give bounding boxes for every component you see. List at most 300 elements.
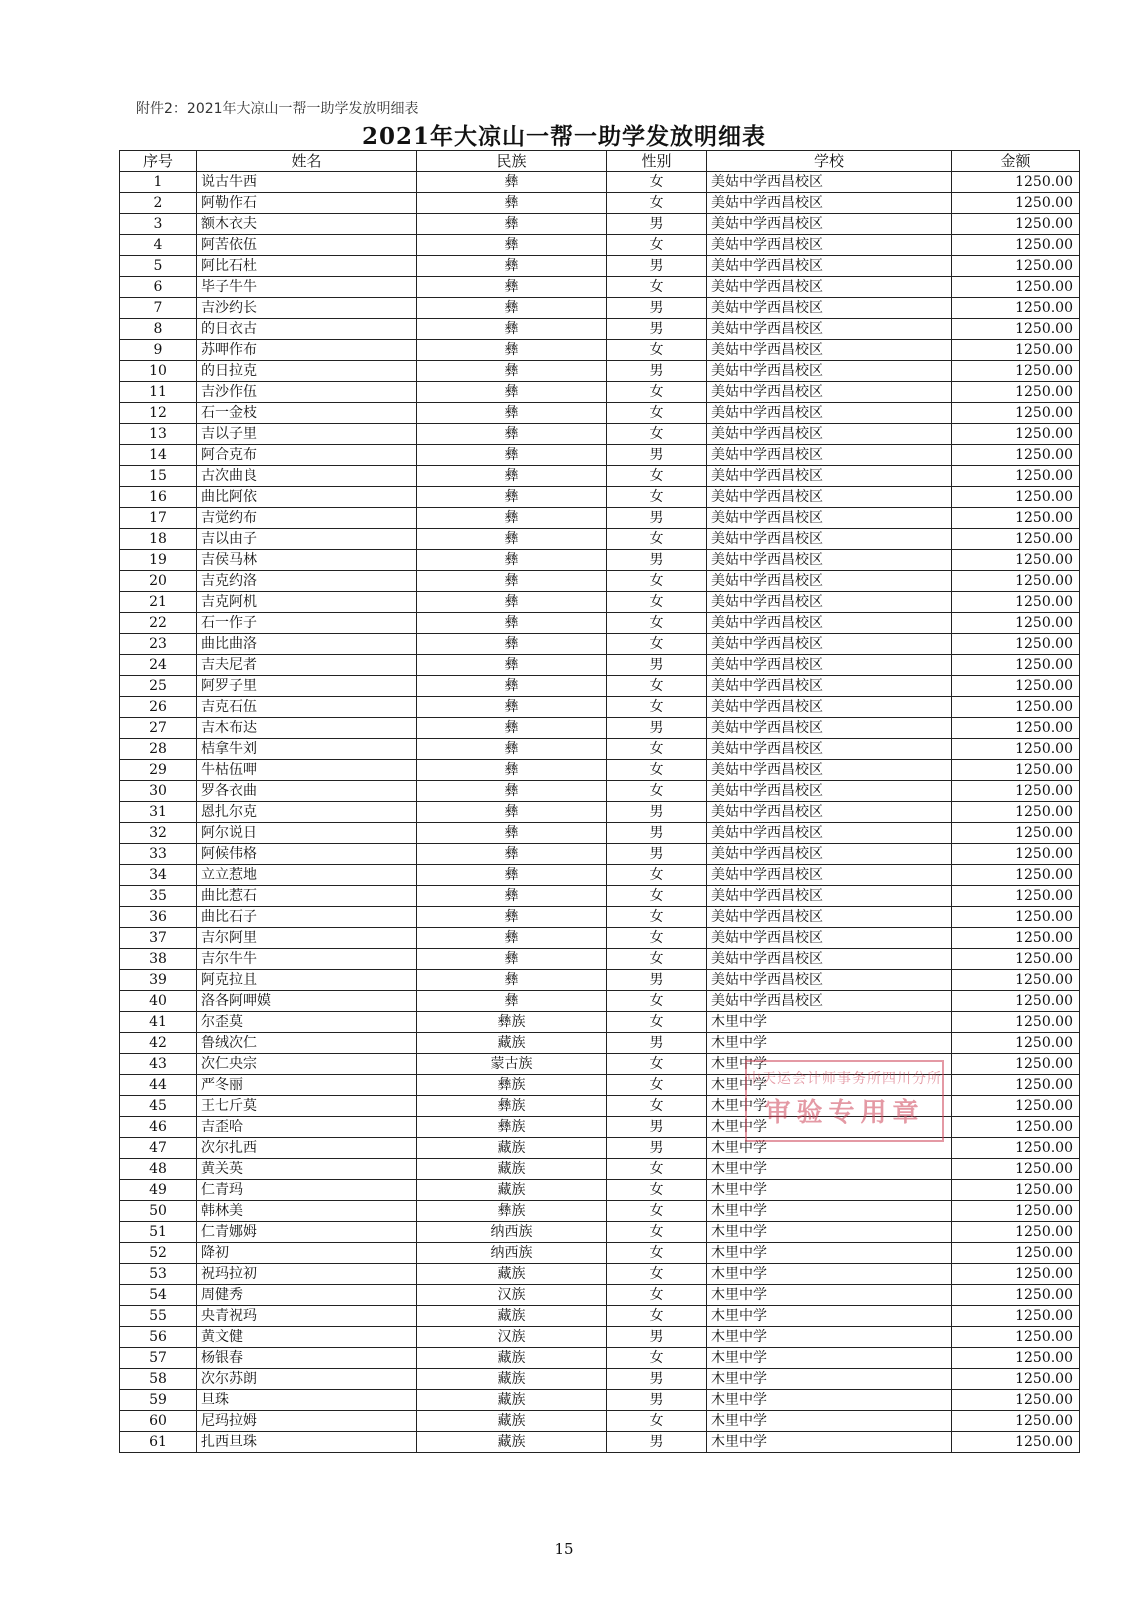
cell-amount: 1250.00 bbox=[952, 256, 1080, 277]
cell-amount: 1250.00 bbox=[952, 928, 1080, 949]
header-ethnicity: 民族 bbox=[417, 151, 607, 172]
cell-school: 木里中学 bbox=[707, 1075, 952, 1096]
cell-amount: 1250.00 bbox=[952, 655, 1080, 676]
cell-name: 吉沙约长 bbox=[197, 298, 417, 319]
cell-gender: 女 bbox=[607, 487, 707, 508]
cell-gender: 女 bbox=[607, 592, 707, 613]
cell-name: 恩扎尔克 bbox=[197, 802, 417, 823]
cell-school: 木里中学 bbox=[707, 1201, 952, 1222]
cell-school: 木里中学 bbox=[707, 1432, 952, 1453]
cell-seq: 50 bbox=[120, 1201, 197, 1222]
cell-ethnicity: 彝 bbox=[417, 697, 607, 718]
cell-school: 美姑中学西昌校区 bbox=[707, 319, 952, 340]
cell-school: 木里中学 bbox=[707, 1285, 952, 1306]
cell-school: 木里中学 bbox=[707, 1348, 952, 1369]
cell-gender: 女 bbox=[607, 760, 707, 781]
cell-gender: 男 bbox=[607, 1138, 707, 1159]
cell-seq: 46 bbox=[120, 1117, 197, 1138]
cell-name: 阿苦依伍 bbox=[197, 235, 417, 256]
cell-ethnicity: 彝族 bbox=[417, 1012, 607, 1033]
table-row bbox=[120, 361, 1080, 382]
cell-seq: 21 bbox=[120, 592, 197, 613]
cell-name: 吉觉约布 bbox=[197, 508, 417, 529]
cell-school: 美姑中学西昌校区 bbox=[707, 487, 952, 508]
cell-ethnicity: 彝 bbox=[417, 361, 607, 382]
cell-gender: 女 bbox=[607, 529, 707, 550]
cell-ethnicity: 彝 bbox=[417, 571, 607, 592]
cell-seq: 30 bbox=[120, 781, 197, 802]
cell-ethnicity: 彝 bbox=[417, 214, 607, 235]
table-row bbox=[120, 1327, 1080, 1348]
cell-name: 阿比石杜 bbox=[197, 256, 417, 277]
cell-amount: 1250.00 bbox=[952, 1054, 1080, 1075]
cell-amount: 1250.00 bbox=[952, 340, 1080, 361]
cell-school: 木里中学 bbox=[707, 1369, 952, 1390]
cell-gender: 女 bbox=[607, 676, 707, 697]
cell-amount: 1250.00 bbox=[952, 970, 1080, 991]
cell-name: 苏呷作布 bbox=[197, 340, 417, 361]
table-row bbox=[120, 781, 1080, 802]
cell-school: 美姑中学西昌校区 bbox=[707, 445, 952, 466]
cell-name: 旦珠 bbox=[197, 1390, 417, 1411]
cell-gender: 女 bbox=[607, 1096, 707, 1117]
cell-amount: 1250.00 bbox=[952, 1222, 1080, 1243]
cell-ethnicity: 藏族 bbox=[417, 1264, 607, 1285]
cell-seq: 36 bbox=[120, 907, 197, 928]
cell-seq: 44 bbox=[120, 1075, 197, 1096]
cell-amount: 1250.00 bbox=[952, 382, 1080, 403]
cell-school: 美姑中学西昌校区 bbox=[707, 655, 952, 676]
cell-school: 美姑中学西昌校区 bbox=[707, 949, 952, 970]
cell-gender: 女 bbox=[607, 1285, 707, 1306]
cell-school: 美姑中学西昌校区 bbox=[707, 235, 952, 256]
cell-amount: 1250.00 bbox=[952, 949, 1080, 970]
table-row bbox=[120, 340, 1080, 361]
cell-ethnicity: 彝 bbox=[417, 424, 607, 445]
table-row bbox=[120, 718, 1080, 739]
header-seq: 序号 bbox=[120, 151, 197, 172]
table-row bbox=[120, 172, 1080, 193]
cell-ethnicity: 彝 bbox=[417, 613, 607, 634]
table-row bbox=[120, 1369, 1080, 1390]
cell-name: 仁青玛 bbox=[197, 1180, 417, 1201]
table-row bbox=[120, 550, 1080, 571]
cell-gender: 女 bbox=[607, 1180, 707, 1201]
cell-amount: 1250.00 bbox=[952, 1285, 1080, 1306]
cell-gender: 女 bbox=[607, 172, 707, 193]
cell-school: 木里中学 bbox=[707, 1138, 952, 1159]
table-row bbox=[120, 1285, 1080, 1306]
cell-gender: 女 bbox=[607, 1054, 707, 1075]
cell-name: 杨银春 bbox=[197, 1348, 417, 1369]
cell-amount: 1250.00 bbox=[952, 1138, 1080, 1159]
cell-amount: 1250.00 bbox=[952, 1012, 1080, 1033]
cell-seq: 6 bbox=[120, 277, 197, 298]
cell-ethnicity: 纳西族 bbox=[417, 1243, 607, 1264]
table-row bbox=[120, 466, 1080, 487]
cell-gender: 女 bbox=[607, 865, 707, 886]
table-row bbox=[120, 529, 1080, 550]
cell-name: 祝玛拉初 bbox=[197, 1264, 417, 1285]
cell-seq: 41 bbox=[120, 1012, 197, 1033]
cell-amount: 1250.00 bbox=[952, 1390, 1080, 1411]
cell-amount: 1250.00 bbox=[952, 529, 1080, 550]
table-row bbox=[120, 592, 1080, 613]
cell-school: 木里中学 bbox=[707, 1033, 952, 1054]
table-row bbox=[120, 823, 1080, 844]
cell-school: 美姑中学西昌校区 bbox=[707, 697, 952, 718]
cell-amount: 1250.00 bbox=[952, 550, 1080, 571]
cell-amount: 1250.00 bbox=[952, 1033, 1080, 1054]
cell-gender: 男 bbox=[607, 655, 707, 676]
cell-name: 扎西旦珠 bbox=[197, 1432, 417, 1453]
cell-seq: 53 bbox=[120, 1264, 197, 1285]
cell-seq: 42 bbox=[120, 1033, 197, 1054]
cell-ethnicity: 彝 bbox=[417, 865, 607, 886]
table-row bbox=[120, 1012, 1080, 1033]
cell-name: 王七斤莫 bbox=[197, 1096, 417, 1117]
cell-school: 美姑中学西昌校区 bbox=[707, 340, 952, 361]
cell-school: 美姑中学西昌校区 bbox=[707, 613, 952, 634]
cell-school: 美姑中学西昌校区 bbox=[707, 403, 952, 424]
cell-name: 黄文健 bbox=[197, 1327, 417, 1348]
cell-school: 木里中学 bbox=[707, 1327, 952, 1348]
cell-amount: 1250.00 bbox=[952, 844, 1080, 865]
cell-school: 木里中学 bbox=[707, 1264, 952, 1285]
cell-name: 的日拉克 bbox=[197, 361, 417, 382]
cell-seq: 43 bbox=[120, 1054, 197, 1075]
cell-gender: 女 bbox=[607, 928, 707, 949]
table-row bbox=[120, 235, 1080, 256]
cell-gender: 男 bbox=[607, 214, 707, 235]
cell-name: 吉尔阿里 bbox=[197, 928, 417, 949]
cell-ethnicity: 彝 bbox=[417, 781, 607, 802]
table-row bbox=[120, 1159, 1080, 1180]
cell-gender: 女 bbox=[607, 424, 707, 445]
cell-gender: 女 bbox=[607, 634, 707, 655]
cell-name: 阿克拉且 bbox=[197, 970, 417, 991]
cell-school: 木里中学 bbox=[707, 1180, 952, 1201]
cell-name: 吉侯马林 bbox=[197, 550, 417, 571]
cell-gender: 女 bbox=[607, 1075, 707, 1096]
table-row bbox=[120, 214, 1080, 235]
cell-amount: 1250.00 bbox=[952, 781, 1080, 802]
table-row bbox=[120, 403, 1080, 424]
cell-school: 美姑中学西昌校区 bbox=[707, 970, 952, 991]
cell-amount: 1250.00 bbox=[952, 508, 1080, 529]
cell-name: 尔歪莫 bbox=[197, 1012, 417, 1033]
cell-name: 严冬丽 bbox=[197, 1075, 417, 1096]
cell-amount: 1250.00 bbox=[952, 445, 1080, 466]
cell-school: 美姑中学西昌校区 bbox=[707, 823, 952, 844]
cell-seq: 61 bbox=[120, 1432, 197, 1453]
cell-ethnicity: 彝 bbox=[417, 277, 607, 298]
cell-seq: 22 bbox=[120, 613, 197, 634]
cell-amount: 1250.00 bbox=[952, 361, 1080, 382]
cell-gender: 男 bbox=[607, 319, 707, 340]
table-row bbox=[120, 1306, 1080, 1327]
cell-name: 吉克阿机 bbox=[197, 592, 417, 613]
cell-gender: 女 bbox=[607, 697, 707, 718]
table-row bbox=[120, 382, 1080, 403]
cell-amount: 1250.00 bbox=[952, 1159, 1080, 1180]
cell-seq: 55 bbox=[120, 1306, 197, 1327]
cell-seq: 18 bbox=[120, 529, 197, 550]
cell-name: 说古牛西 bbox=[197, 172, 417, 193]
cell-name: 牛枯伍呷 bbox=[197, 760, 417, 781]
cell-ethnicity: 藏族 bbox=[417, 1138, 607, 1159]
cell-name: 桔拿牛刘 bbox=[197, 739, 417, 760]
cell-gender: 女 bbox=[607, 781, 707, 802]
cell-ethnicity: 汉族 bbox=[417, 1327, 607, 1348]
cell-ethnicity: 彝 bbox=[417, 928, 607, 949]
cell-ethnicity: 彝族 bbox=[417, 1075, 607, 1096]
cell-name: 罗各衣曲 bbox=[197, 781, 417, 802]
cell-ethnicity: 彝 bbox=[417, 718, 607, 739]
cell-ethnicity: 彝 bbox=[417, 466, 607, 487]
cell-ethnicity: 汉族 bbox=[417, 1285, 607, 1306]
cell-ethnicity: 彝 bbox=[417, 655, 607, 676]
cell-gender: 男 bbox=[607, 970, 707, 991]
cell-seq: 11 bbox=[120, 382, 197, 403]
cell-amount: 1250.00 bbox=[952, 1201, 1080, 1222]
table-row bbox=[120, 193, 1080, 214]
cell-ethnicity: 彝 bbox=[417, 949, 607, 970]
cell-seq: 59 bbox=[120, 1390, 197, 1411]
stamp-purpose-text: 审验专用章 bbox=[764, 1098, 925, 1128]
cell-amount: 1250.00 bbox=[952, 1432, 1080, 1453]
table-row bbox=[120, 1033, 1080, 1054]
table-row bbox=[120, 1180, 1080, 1201]
cell-seq: 32 bbox=[120, 823, 197, 844]
cell-name: 吉以由子 bbox=[197, 529, 417, 550]
cell-school: 美姑中学西昌校区 bbox=[707, 256, 952, 277]
cell-gender: 男 bbox=[607, 802, 707, 823]
cell-seq: 17 bbox=[120, 508, 197, 529]
table-row bbox=[120, 886, 1080, 907]
cell-amount: 1250.00 bbox=[952, 1369, 1080, 1390]
cell-seq: 60 bbox=[120, 1411, 197, 1432]
cell-gender: 女 bbox=[607, 1159, 707, 1180]
cell-gender: 女 bbox=[607, 1243, 707, 1264]
cell-name: 仁青娜姆 bbox=[197, 1222, 417, 1243]
table-row bbox=[120, 1243, 1080, 1264]
cell-school: 美姑中学西昌校区 bbox=[707, 550, 952, 571]
cell-ethnicity: 彝 bbox=[417, 676, 607, 697]
table-row bbox=[120, 949, 1080, 970]
table-row bbox=[120, 613, 1080, 634]
cell-gender: 女 bbox=[607, 1264, 707, 1285]
cell-school: 美姑中学西昌校区 bbox=[707, 907, 952, 928]
cell-amount: 1250.00 bbox=[952, 466, 1080, 487]
table-row bbox=[120, 676, 1080, 697]
cell-seq: 25 bbox=[120, 676, 197, 697]
cell-name: 次尔扎西 bbox=[197, 1138, 417, 1159]
cell-ethnicity: 藏族 bbox=[417, 1411, 607, 1432]
cell-school: 美姑中学西昌校区 bbox=[707, 172, 952, 193]
cell-name: 立立惹地 bbox=[197, 865, 417, 886]
document-title: 2021年大凉山一帮一助学发放明细表 bbox=[361, 123, 766, 150]
cell-name: 曲比石子 bbox=[197, 907, 417, 928]
cell-ethnicity: 彝 bbox=[417, 550, 607, 571]
cell-name: 周健秀 bbox=[197, 1285, 417, 1306]
cell-school: 美姑中学西昌校区 bbox=[707, 298, 952, 319]
cell-school: 木里中学 bbox=[707, 1390, 952, 1411]
table-row bbox=[120, 865, 1080, 886]
cell-seq: 37 bbox=[120, 928, 197, 949]
cell-school: 美姑中学西昌校区 bbox=[707, 781, 952, 802]
cell-name: 央青祝玛 bbox=[197, 1306, 417, 1327]
cell-amount: 1250.00 bbox=[952, 865, 1080, 886]
cell-amount: 1250.00 bbox=[952, 424, 1080, 445]
cell-ethnicity: 藏族 bbox=[417, 1159, 607, 1180]
table-row bbox=[120, 802, 1080, 823]
cell-name: 尼玛拉姆 bbox=[197, 1411, 417, 1432]
cell-amount: 1250.00 bbox=[952, 907, 1080, 928]
table-row bbox=[120, 424, 1080, 445]
cell-gender: 女 bbox=[607, 1348, 707, 1369]
cell-school: 美姑中学西昌校区 bbox=[707, 592, 952, 613]
cell-school: 美姑中学西昌校区 bbox=[707, 886, 952, 907]
cell-seq: 56 bbox=[120, 1327, 197, 1348]
cell-name: 鲁绒次仁 bbox=[197, 1033, 417, 1054]
cell-gender: 男 bbox=[607, 508, 707, 529]
cell-seq: 35 bbox=[120, 886, 197, 907]
cell-gender: 女 bbox=[607, 571, 707, 592]
cell-ethnicity: 彝 bbox=[417, 844, 607, 865]
cell-ethnicity: 彝 bbox=[417, 739, 607, 760]
cell-amount: 1250.00 bbox=[952, 1117, 1080, 1138]
table-row bbox=[120, 1222, 1080, 1243]
cell-amount: 1250.00 bbox=[952, 697, 1080, 718]
cell-ethnicity: 彝 bbox=[417, 802, 607, 823]
cell-school: 美姑中学西昌校区 bbox=[707, 529, 952, 550]
cell-name: 次尔苏朗 bbox=[197, 1369, 417, 1390]
cell-school: 美姑中学西昌校区 bbox=[707, 508, 952, 529]
cell-gender: 女 bbox=[607, 739, 707, 760]
cell-name: 韩林美 bbox=[197, 1201, 417, 1222]
cell-amount: 1250.00 bbox=[952, 214, 1080, 235]
page-number: 15 bbox=[554, 1540, 574, 1558]
stamp-org-text: 中天运会计师事务所四川分所 bbox=[747, 1071, 942, 1087]
cell-ethnicity: 彝 bbox=[417, 382, 607, 403]
grant-details-table bbox=[119, 150, 1080, 1453]
cell-school: 美姑中学西昌校区 bbox=[707, 466, 952, 487]
cell-school: 木里中学 bbox=[707, 1159, 952, 1180]
cell-amount: 1250.00 bbox=[952, 760, 1080, 781]
cell-name: 洛各阿呷嫫 bbox=[197, 991, 417, 1012]
cell-seq: 23 bbox=[120, 634, 197, 655]
table-row bbox=[120, 1264, 1080, 1285]
cell-seq: 5 bbox=[120, 256, 197, 277]
cell-seq: 10 bbox=[120, 361, 197, 382]
cell-ethnicity: 纳西族 bbox=[417, 1222, 607, 1243]
cell-amount: 1250.00 bbox=[952, 235, 1080, 256]
cell-amount: 1250.00 bbox=[952, 739, 1080, 760]
cell-school: 木里中学 bbox=[707, 1096, 952, 1117]
cell-gender: 男 bbox=[607, 1390, 707, 1411]
cell-school: 美姑中学西昌校区 bbox=[707, 193, 952, 214]
cell-gender: 男 bbox=[607, 823, 707, 844]
cell-gender: 女 bbox=[607, 466, 707, 487]
attachment-label: 附件2：2021年大凉山一帮一助学发放明细表 bbox=[136, 101, 419, 117]
cell-name: 吉夫尼者 bbox=[197, 655, 417, 676]
table-row bbox=[120, 697, 1080, 718]
cell-name: 曲比曲洛 bbox=[197, 634, 417, 655]
cell-seq: 51 bbox=[120, 1222, 197, 1243]
cell-seq: 28 bbox=[120, 739, 197, 760]
cell-name: 吉以子里 bbox=[197, 424, 417, 445]
table-row bbox=[120, 445, 1080, 466]
table-header-row bbox=[120, 151, 1080, 172]
cell-ethnicity: 彝 bbox=[417, 172, 607, 193]
cell-ethnicity: 藏族 bbox=[417, 1390, 607, 1411]
cell-gender: 男 bbox=[607, 361, 707, 382]
cell-amount: 1250.00 bbox=[952, 277, 1080, 298]
cell-name: 吉歪哈 bbox=[197, 1117, 417, 1138]
cell-seq: 58 bbox=[120, 1369, 197, 1390]
cell-amount: 1250.00 bbox=[952, 1327, 1080, 1348]
table-row bbox=[120, 655, 1080, 676]
cell-name: 古次曲良 bbox=[197, 466, 417, 487]
cell-ethnicity: 彝 bbox=[417, 298, 607, 319]
cell-seq: 9 bbox=[120, 340, 197, 361]
cell-seq: 3 bbox=[120, 214, 197, 235]
cell-seq: 29 bbox=[120, 760, 197, 781]
cell-gender: 女 bbox=[607, 235, 707, 256]
cell-name: 吉木布达 bbox=[197, 718, 417, 739]
audit-stamp bbox=[745, 1060, 944, 1142]
cell-ethnicity: 彝 bbox=[417, 487, 607, 508]
cell-school: 木里中学 bbox=[707, 1306, 952, 1327]
cell-school: 美姑中学西昌校区 bbox=[707, 865, 952, 886]
table-row bbox=[120, 907, 1080, 928]
cell-school: 美姑中学西昌校区 bbox=[707, 571, 952, 592]
cell-gender: 男 bbox=[607, 1432, 707, 1453]
cell-gender: 女 bbox=[607, 991, 707, 1012]
cell-gender: 男 bbox=[607, 1117, 707, 1138]
cell-school: 美姑中学西昌校区 bbox=[707, 277, 952, 298]
cell-gender: 女 bbox=[607, 886, 707, 907]
cell-ethnicity: 彝 bbox=[417, 529, 607, 550]
cell-name: 阿罗子里 bbox=[197, 676, 417, 697]
cell-ethnicity: 彝 bbox=[417, 907, 607, 928]
table-row bbox=[120, 508, 1080, 529]
table-row bbox=[120, 487, 1080, 508]
cell-gender: 男 bbox=[607, 718, 707, 739]
cell-school: 美姑中学西昌校区 bbox=[707, 844, 952, 865]
cell-amount: 1250.00 bbox=[952, 1306, 1080, 1327]
cell-school: 美姑中学西昌校区 bbox=[707, 718, 952, 739]
cell-ethnicity: 彝 bbox=[417, 193, 607, 214]
cell-gender: 男 bbox=[607, 256, 707, 277]
cell-seq: 26 bbox=[120, 697, 197, 718]
cell-ethnicity: 藏族 bbox=[417, 1432, 607, 1453]
cell-amount: 1250.00 bbox=[952, 487, 1080, 508]
cell-seq: 19 bbox=[120, 550, 197, 571]
cell-seq: 48 bbox=[120, 1159, 197, 1180]
cell-name: 阿合克布 bbox=[197, 445, 417, 466]
table-row bbox=[120, 991, 1080, 1012]
cell-school: 美姑中学西昌校区 bbox=[707, 991, 952, 1012]
cell-amount: 1250.00 bbox=[952, 193, 1080, 214]
cell-seq: 13 bbox=[120, 424, 197, 445]
cell-name: 阿候伟格 bbox=[197, 844, 417, 865]
cell-name: 吉尔牛牛 bbox=[197, 949, 417, 970]
cell-seq: 57 bbox=[120, 1348, 197, 1369]
cell-school: 木里中学 bbox=[707, 1222, 952, 1243]
cell-school: 木里中学 bbox=[707, 1243, 952, 1264]
